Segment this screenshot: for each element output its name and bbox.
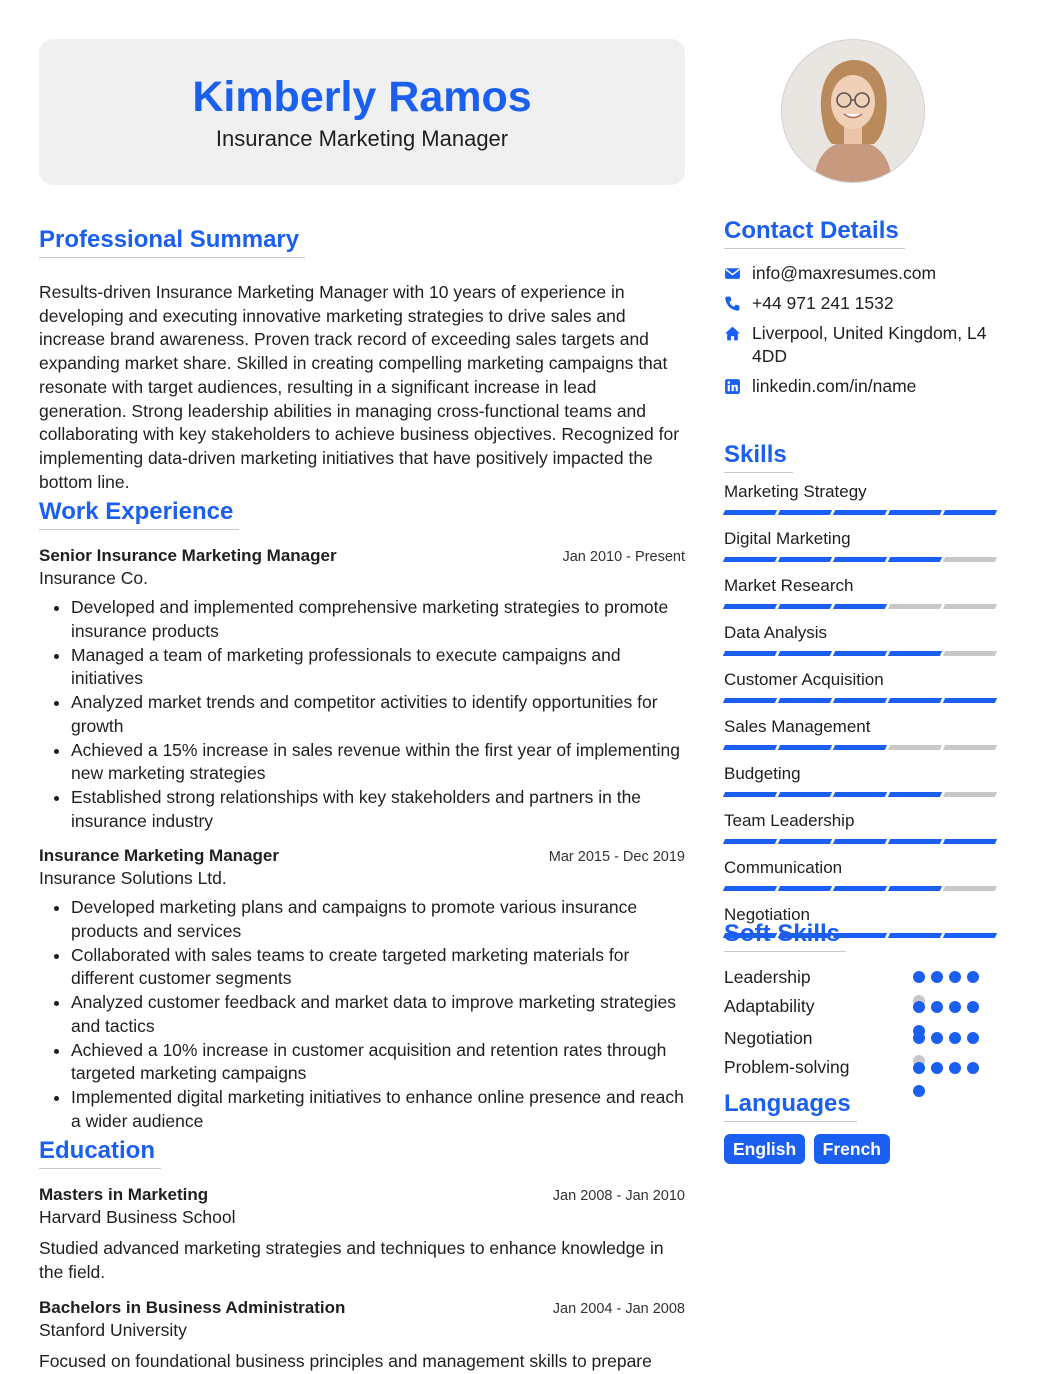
- skill-label: Sales Management: [724, 717, 871, 736]
- rating-dot: [931, 1032, 943, 1044]
- skill-level-segment: [888, 651, 942, 656]
- skill-level-segment: [833, 792, 887, 797]
- skill-level-segment: [833, 698, 887, 703]
- skill-label: Budgeting: [724, 764, 801, 783]
- contact-phone: [724, 292, 1004, 315]
- skill-level-segment: [723, 651, 777, 656]
- contact-text: Liverpool, United Kingdom, L4 4DD: [752, 323, 987, 366]
- skill-level-segment: [778, 510, 832, 515]
- summary-section: [39, 225, 685, 494]
- rating-dot: [913, 1001, 925, 1013]
- avatar: [782, 40, 924, 182]
- skill-level-segment: [778, 604, 832, 609]
- summary-text: Results-driven Insurance Marketing Manager with 10 years of experience in developing and executing innovative marketing strategies to drive sales and increase brand awareness. Proven track record of exceeding sales targets and expanding market share. Skilled in creating compelling marketing campaigns that resonate with target audiences, resulting in a significant increase in lead generation. Strong leadership abilities in managing cross-functional teams and collaborating with key stakeholders to achieve business objectives. Recognized for implementing data-driven marketing initiatives that have positively impacted the bottom line.: [39, 282, 680, 492]
- skill-level-segment: [723, 792, 777, 797]
- skill-item: [724, 669, 1004, 703]
- list-item: • Developed marketing plans and campaigns to promote various insurance products and services: [71, 896, 685, 943]
- skill-level-bar: [724, 651, 1004, 656]
- skill-item: [724, 763, 1004, 797]
- skill-level-segment: [723, 886, 777, 891]
- skill-level-segment: [778, 745, 832, 750]
- skill-level-bar: [724, 510, 1004, 515]
- skill-level-segment: [723, 698, 777, 703]
- job-entry: [39, 545, 685, 833]
- skill-level-segment: [888, 745, 942, 750]
- list-item: • Achieved a 10% increase in customer acquisition and retention rates through targeted marketing campaigns: [71, 1039, 685, 1086]
- profile-photo: [781, 39, 925, 183]
- skill-level-segment: [778, 557, 832, 562]
- candidate-name: Kimberly Ramos: [192, 73, 532, 121]
- school: Stanford University: [39, 1319, 187, 1340]
- contact-email: [724, 262, 1004, 285]
- soft-skill-label: Negotiation: [724, 1028, 813, 1048]
- skill-label: Customer Acquisition: [724, 670, 884, 689]
- skill-level-segment: [723, 510, 777, 515]
- contact-text: +44 971 241 1532: [752, 293, 894, 313]
- rating-dot: [949, 1001, 961, 1013]
- skill-level-bar: [724, 839, 1004, 844]
- skill-item: [724, 716, 1004, 750]
- skill-level-segment: [888, 792, 942, 797]
- contact-address: [724, 322, 1004, 368]
- skill-level-segment: [943, 792, 997, 797]
- degree: Bachelors in Business Administration: [39, 1297, 346, 1317]
- job-company: Insurance Co.: [39, 568, 148, 589]
- skill-item: [724, 575, 1004, 609]
- rating-dot: [949, 971, 961, 983]
- contact-heading: Contact Details: [724, 216, 905, 249]
- skill-level-segment: [943, 886, 997, 891]
- skill-item: [724, 622, 1004, 656]
- skill-label: Communication: [724, 858, 843, 877]
- education-section: [39, 1136, 685, 1373]
- skills-section: [724, 440, 1004, 938]
- rating-dot: [949, 1032, 961, 1044]
- skill-level-segment: [888, 510, 942, 515]
- list-item: • Managed a team of marketing professionals to execute campaigns and initiatives: [71, 644, 685, 691]
- linkedin-icon: [724, 375, 752, 395]
- skill-level-bar: [724, 698, 1004, 703]
- skill-item: [724, 810, 1004, 844]
- skill-level-segment: [888, 698, 942, 703]
- skill-level-segment: [943, 557, 997, 562]
- job-dates: Jan 2010 - Present: [562, 549, 685, 566]
- education-desc: Studied advanced marketing strategies and techniques to enhance knowledge in the field.: [39, 1238, 664, 1283]
- list-item: • Established strong relationships with key stakeholders and partners in the insurance industry: [71, 786, 685, 833]
- education-heading: Education: [39, 1136, 161, 1169]
- rating-dot: [967, 1062, 979, 1074]
- skill-item: [724, 528, 1004, 562]
- skills-heading: Skills: [724, 440, 793, 473]
- list-item: • Collaborated with sales teams to create targeted marketing materials for different customer segments: [71, 944, 685, 991]
- soft-skill-label: Problem-solving: [724, 1057, 850, 1077]
- education-dates: Jan 2004 - Jan 2008: [552, 1300, 685, 1317]
- skill-label: Marketing Strategy: [724, 482, 867, 501]
- skill-level-segment: [943, 651, 997, 656]
- rating-dot: [967, 1032, 979, 1044]
- summary-heading: Professional Summary: [39, 225, 305, 258]
- soft-skill-label: Adaptability: [724, 996, 815, 1016]
- soft-skill-label: Leadership: [724, 967, 811, 987]
- skill-level-segment: [778, 792, 832, 797]
- skills-list: [724, 481, 1004, 938]
- skill-level-segment: [833, 651, 887, 656]
- rating-dot: [913, 971, 925, 983]
- soft-skills-section: [724, 919, 1004, 1109]
- skill-label: Negotiation: [724, 905, 811, 924]
- skill-level-segment: [723, 839, 777, 844]
- rating-dot: [931, 971, 943, 983]
- experience-section: [39, 497, 685, 1133]
- skill-label: Digital Marketing: [724, 529, 851, 548]
- rating-dot: [931, 1001, 943, 1013]
- rating-dot: [913, 1032, 925, 1044]
- skill-label: Market Research: [724, 576, 854, 595]
- soft-skills-heading: Soft Skills: [724, 919, 846, 952]
- skill-level-segment: [943, 745, 997, 750]
- skill-item: [724, 857, 1004, 891]
- phone-icon: [724, 292, 752, 312]
- languages-section: [724, 1089, 1004, 1164]
- skill-level-segment: [833, 745, 887, 750]
- candidate-title: Insurance Marketing Manager: [215, 126, 509, 151]
- contact-section: [724, 216, 1004, 405]
- list-item: • Developed and implemented comprehensive marketing strategies to promote insurance products: [71, 596, 685, 643]
- rating-dot: [967, 1001, 979, 1013]
- skill-level-segment: [888, 557, 942, 562]
- skill-level-segment: [943, 698, 997, 703]
- experience-heading: Work Experience: [39, 497, 239, 530]
- home-icon: [724, 322, 752, 342]
- skill-level-bar: [724, 604, 1004, 609]
- skill-level-segment: [943, 839, 997, 844]
- name-header: [39, 39, 685, 185]
- contact-text: linkedin.com/in/name: [752, 376, 917, 396]
- education-desc: Focused on foundational business principles and management skills to prepare: [39, 1350, 652, 1371]
- skill-level-segment: [833, 557, 887, 562]
- job-role: Senior Insurance Marketing Manager: [39, 546, 337, 566]
- skill-level-segment: [888, 839, 942, 844]
- skill-item: [724, 481, 1004, 515]
- language-badge: French: [814, 1134, 890, 1164]
- education-entry: [39, 1297, 685, 1374]
- skill-level-segment: [778, 698, 832, 703]
- school: Harvard Business School: [39, 1207, 236, 1228]
- skill-level-bar: [724, 792, 1004, 797]
- job-company: Insurance Solutions Ltd.: [39, 868, 227, 889]
- rating-dot: [949, 1062, 961, 1074]
- skill-level-bar: [724, 745, 1004, 750]
- skill-level-segment: [943, 510, 997, 515]
- rating-dot: [913, 1062, 925, 1074]
- skill-level-segment: [723, 745, 777, 750]
- skill-level-bar: [724, 886, 1004, 891]
- degree: Masters in Marketing: [39, 1185, 209, 1205]
- skill-level-segment: [723, 557, 777, 562]
- list-item: • Achieved a 15% increase in sales revenue within the first year of implementing new marketing strategies: [71, 739, 685, 786]
- education-dates: Jan 2008 - Jan 2010: [552, 1188, 685, 1205]
- list-item: • Analyzed market trends and competitor activities to identify opportunities for growth: [71, 691, 685, 738]
- skill-level-segment: [888, 886, 942, 891]
- skill-level-segment: [833, 604, 887, 609]
- rating-dot: [931, 1062, 943, 1074]
- job-dates: Mar 2015 - Dec 2019: [548, 849, 685, 866]
- rating-dot: [967, 971, 979, 983]
- contact-linkedin: [724, 375, 1004, 398]
- skill-level-segment: [833, 839, 887, 844]
- skill-level-segment: [778, 886, 832, 891]
- job-role: Insurance Marketing Manager: [39, 846, 279, 866]
- main-column: [39, 39, 685, 1374]
- skill-level-segment: [888, 604, 942, 609]
- languages-heading: Languages: [724, 1089, 857, 1122]
- envelope-icon: [724, 262, 752, 282]
- skill-level-segment: [833, 886, 887, 891]
- list-item: • Implemented digital marketing initiatives to enhance online presence and reach a wider audience: [71, 1086, 685, 1133]
- job-entry: [39, 845, 685, 1133]
- skill-level-segment: [943, 604, 997, 609]
- job-bullets: [39, 896, 685, 1133]
- education-entry: [39, 1184, 685, 1284]
- language-badge: English: [724, 1134, 805, 1164]
- contact-text: info@maxresumes.com: [752, 263, 937, 283]
- skill-label: Data Analysis: [724, 623, 827, 642]
- job-bullets: [39, 596, 685, 833]
- skill-level-segment: [833, 510, 887, 515]
- skill-level-bar: [724, 557, 1004, 562]
- skill-label: Team Leadership: [724, 811, 855, 830]
- skill-level-segment: [778, 839, 832, 844]
- list-item: • Analyzed customer feedback and market data to improve marketing strategies and tactics: [71, 991, 685, 1038]
- skill-level-segment: [778, 651, 832, 656]
- skill-level-segment: [723, 604, 777, 609]
